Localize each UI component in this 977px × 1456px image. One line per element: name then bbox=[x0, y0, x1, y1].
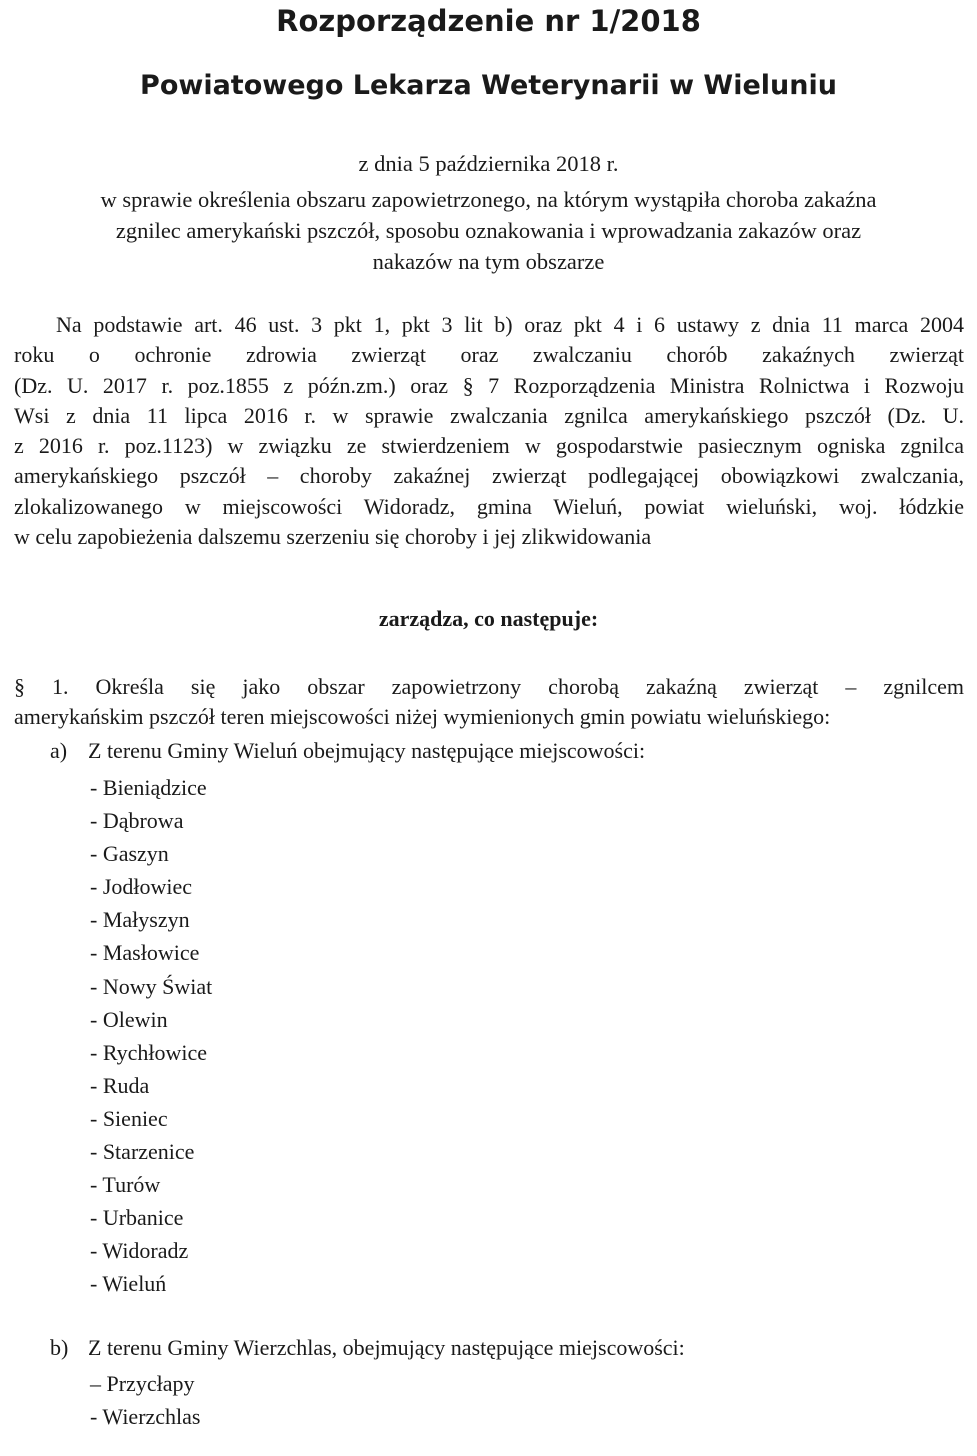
list-item: - Widoradz bbox=[90, 1238, 189, 1264]
section-a-heading bbox=[50, 738, 645, 764]
section-a-letter: a) bbox=[50, 738, 68, 763]
paragraph-1-line: amerykańskim pszczół teren miejscowości niżej wymienionych gmin powiatu wieluńskiego: bbox=[14, 704, 831, 730]
section-b-list bbox=[90, 1367, 200, 1433]
document-title: Rozporządzenie nr 1/2018 bbox=[276, 4, 701, 38]
legal-basis-line: w celu zapobieżenia dalszemu szerzeniu się choroby i jej zlikwidowania bbox=[14, 524, 652, 550]
legal-basis-line: (Dz. U. 2017 r. poz.1855 z późn.zm.) oraz § 7 Rozporządzenia Ministra Rolnictwa i Rozwoju bbox=[14, 372, 964, 398]
section-b-letter: b) bbox=[50, 1335, 69, 1360]
document-issuer: Powiatowego Lekarza Weterynarii w Wieluniu bbox=[140, 70, 837, 101]
legal-basis-line: amerykańskiego pszczół – choroby zakaźnej zwierząt podlegającej obowiązkowi zwalczania, bbox=[14, 463, 964, 489]
section-b-text: Z terenu Gminy Wierzchlas, obejmujący następujące miejscowości: bbox=[88, 1335, 685, 1360]
list-item: - Bieniądzice bbox=[90, 775, 207, 800]
document-subject bbox=[0, 184, 977, 277]
document-date: z dnia 5 października 2018 r. bbox=[358, 151, 619, 176]
subject-line: w sprawie określenia obszaru zapowietrzonego, na którym wystąpiła choroba zakaźna bbox=[100, 187, 877, 212]
list-item: - Małyszyn bbox=[90, 907, 190, 933]
section-b-heading bbox=[50, 1335, 685, 1361]
legal-basis-line: z 2016 r. poz.1123) w związku ze stwierdzeniem w gospodarstwie pasiecznym ogniska zgnilca bbox=[14, 433, 964, 459]
list-item: - Olewin bbox=[90, 1006, 168, 1032]
orders-heading: zarządza, co następuje: bbox=[378, 606, 599, 631]
list-item: - Wierzchlas bbox=[90, 1404, 201, 1430]
list-item: - Turów bbox=[90, 1172, 161, 1198]
legal-basis-line: Wsi z dnia 11 lipca 2016 r. w sprawie zwalczania zgnilca amerykańskiego pszczół (Dz. U. bbox=[14, 402, 964, 428]
list-item: - Ruda bbox=[90, 1072, 150, 1098]
paragraph-1 bbox=[14, 672, 964, 733]
list-item: - Starzenice bbox=[90, 1139, 195, 1165]
list-item: - Wieluń bbox=[90, 1271, 167, 1297]
paragraph-1-line: § 1. Określa się jako obszar zapowietrzony chorobą zakaźną zwierząt – zgnilcem bbox=[14, 674, 964, 699]
section-a-text: Z terenu Gminy Wieluń obejmujący następujące miejscowości: bbox=[88, 738, 646, 763]
legal-basis-line: roku o ochronie zdrowia zwierząt oraz zwalczaniu chorób zakaźnych zwierząt bbox=[14, 342, 964, 368]
list-item: - Nowy Świat bbox=[90, 973, 213, 999]
subject-line: zgnilec amerykański pszczół, sposobu oznakowania i wprowadzania zakazów oraz bbox=[115, 218, 862, 243]
list-item: - Dąbrowa bbox=[90, 808, 184, 834]
subject-line: nakazów na tym obszarze bbox=[372, 249, 605, 274]
legal-basis-line: Na podstawie art. 46 ust. 3 pkt 1, pkt 3 lit b) oraz pkt 4 i 6 ustawy z dnia 11 marca 2004 bbox=[56, 312, 964, 337]
section-a-list bbox=[90, 771, 212, 1301]
list-item: - Urbanice bbox=[90, 1205, 184, 1231]
legal-basis-paragraph bbox=[14, 310, 964, 552]
list-item: - Jodłowiec bbox=[90, 874, 193, 900]
list-item: - Gaszyn bbox=[90, 841, 169, 867]
list-item: - Rychłowice bbox=[90, 1039, 208, 1065]
legal-basis-line: zlokalizowanego w miejscowości Widoradz, gmina Wieluń, powiat wieluński, woj. łódzkie bbox=[14, 493, 964, 519]
list-item: - Sieniec bbox=[90, 1105, 168, 1131]
list-item: - Masłowice bbox=[90, 940, 200, 966]
list-item: – Przycłapy bbox=[90, 1371, 195, 1396]
